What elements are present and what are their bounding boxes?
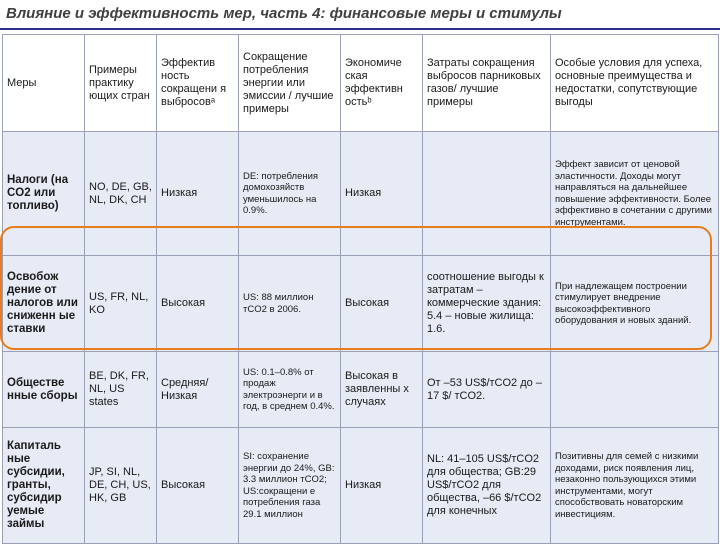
effectiveness-cell: Высокая [157, 256, 239, 352]
economic-cell: Высокая [341, 256, 423, 352]
header-cell: Меры [3, 35, 85, 132]
costs-cell [423, 132, 551, 256]
table-header-row [3, 35, 719, 132]
effectiveness-cell: Низкая [157, 132, 239, 256]
countries-cell: US, FR, NL, KO [85, 256, 157, 352]
measure-cell: Капиталь ные субсидии, гранты, субсидир уемые займы [3, 428, 85, 544]
countries-cell: NO, DE, GB, NL, DK, CH [85, 132, 157, 256]
countries-cell: JP, SI, NL, DE, CH, US, HK, GB [85, 428, 157, 544]
reduction-cell: US: 88 миллион тCO2 в 2006. [239, 256, 341, 352]
header-cell: Затраты сокращения выбросов парниковых газов/ лучшие примеры [423, 35, 551, 132]
costs-cell: соотношение выгоды к затратам – коммерческие здания: 5.4 – новые жилища: 1.6. [423, 256, 551, 352]
effectiveness-cell: Средняя/ Низкая [157, 352, 239, 428]
economic-cell: Высокая в заявленны х случаях [341, 352, 423, 428]
header-cell: Экономиче ская эффективн остьᵇ [341, 35, 423, 132]
reduction-cell: SI: сохранение энергии до 24%, GB: 3.3 миллион тCO2; US:сокращени е потребления газа 29.1 миллион [239, 428, 341, 544]
header-cell: Сокращение потребления энергии или эмиссии / лучшие примеры [239, 35, 341, 132]
economic-cell: Низкая [341, 132, 423, 256]
table-row [3, 428, 719, 544]
effectiveness-cell: Высокая [157, 428, 239, 544]
table-row [3, 256, 719, 352]
conditions-cell [551, 352, 719, 428]
measure-cell: Освобож дение от налогов или сниженн ые ставки [3, 256, 85, 352]
header-cell: Примеры практику ющих стран [85, 35, 157, 132]
header-cell: Эффектив ность сокращени я выбросовᵃ [157, 35, 239, 132]
conditions-cell: Эффект зависит от ценовой эластичности. Доходы могут направляться на дальнейшее повышение эффективности. Более эффективно в сочетании с другими инструментами. [551, 132, 719, 256]
title-underline [0, 28, 720, 30]
header-cell: Особые условия для успеха, основные преимущества и недостатки, сопутствующие выгоды [551, 35, 719, 132]
page-title: Влияние и эффективность мер, часть 4: финансовые меры и стимулы [6, 5, 562, 22]
countries-cell: BE, DK, FR, NL, US states [85, 352, 157, 428]
reduction-cell: US: 0.1–0.8% от продаж электроэнерги и в год, в среднем 0.4%. [239, 352, 341, 428]
measure-cell: Налоги (на CO2 или топливо) [3, 132, 85, 256]
costs-cell: От –53 US$/тCO2 до –17 $/ тCO2. [423, 352, 551, 428]
measures-table [2, 34, 719, 544]
costs-cell: NL: 41–105 US$/тCO2 для общества; GB:29 US$/тCO2 для общества, –66 $/тCO2 для конечных [423, 428, 551, 544]
conditions-cell: При надлежащем построении стимулирует внедрение высокоэффективного оборудования и новых зданий. [551, 256, 719, 352]
reduction-cell: DE: потребления домохозяйств уменьшилось на 0.9%. [239, 132, 341, 256]
table-row [3, 132, 719, 256]
table-row [3, 352, 719, 428]
conditions-cell: Позитивны для семей с низкими доходами, риск появления лиц, незаконно пользующихся этими инструментами, могут способствовать новаторским инвестициям. [551, 428, 719, 544]
measure-cell: Обществе нные сборы [3, 352, 85, 428]
economic-cell: Низкая [341, 428, 423, 544]
